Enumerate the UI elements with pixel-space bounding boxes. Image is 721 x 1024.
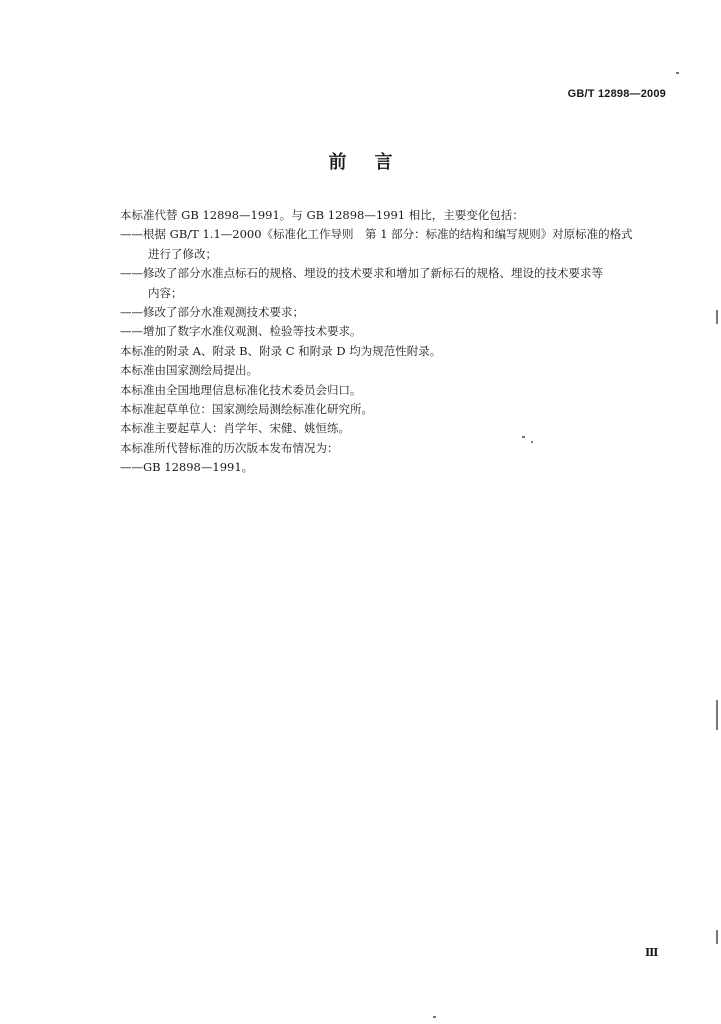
page-number: Ⅲ — [645, 946, 659, 959]
paragraph-line: 本标准主要起草人：肖学年、宋健、姚恒练。 — [120, 421, 350, 436]
page-title: 前言 — [328, 152, 421, 173]
paragraph-line: 本标准由国家测绘局提出。 — [120, 363, 258, 378]
scan-speck — [433, 1016, 436, 1018]
scan-speck — [522, 436, 525, 438]
edge-mark — [716, 310, 718, 324]
paragraph-line: ——根据 GB/T 1.1—2000《标准化工作导则 第 1 部分：标准的结构和编写规则》对原标准的格式 — [120, 227, 633, 242]
paragraph-line: 本标准的附录 A、附录 B、附录 C 和附录 D 均为规范性附录。 — [120, 343, 442, 358]
standard-code: GB/T 12898—2009 — [567, 88, 666, 100]
paragraph-line: ——修改了部分水准点标石的规格、埋设的技术要求和增加了新标石的规格、埋设的技术要求等 — [120, 266, 603, 281]
scan-speck — [531, 441, 533, 443]
paragraph-line: 进行了修改； — [148, 246, 217, 261]
paragraph-line: 本标准所代替标准的历次版本发布情况为： — [120, 440, 339, 455]
paragraph-line: 内容； — [148, 285, 183, 300]
paragraph-line: 本标准由全国地理信息标准化技术委员会归口。 — [120, 382, 362, 397]
paragraph-line: ——增加了数字水准仪观测、检验等技术要求。 — [120, 324, 362, 339]
paragraph-line: 本标准代替 GB 12898—1991。与 GB 12898—1991 相比，主要变化包括： — [120, 208, 524, 222]
paragraph-line: 本标准起草单位：国家测绘局测绘标准化研究所。 — [120, 402, 373, 417]
paragraph-line: ——修改了部分水准观测技术要求； — [120, 305, 304, 320]
foreword-body — [120, 206, 668, 478]
scan-speck — [676, 72, 679, 74]
paragraph-line: ——GB 12898—1991。 — [120, 460, 254, 475]
edge-mark — [716, 700, 718, 730]
edge-mark — [716, 930, 718, 944]
